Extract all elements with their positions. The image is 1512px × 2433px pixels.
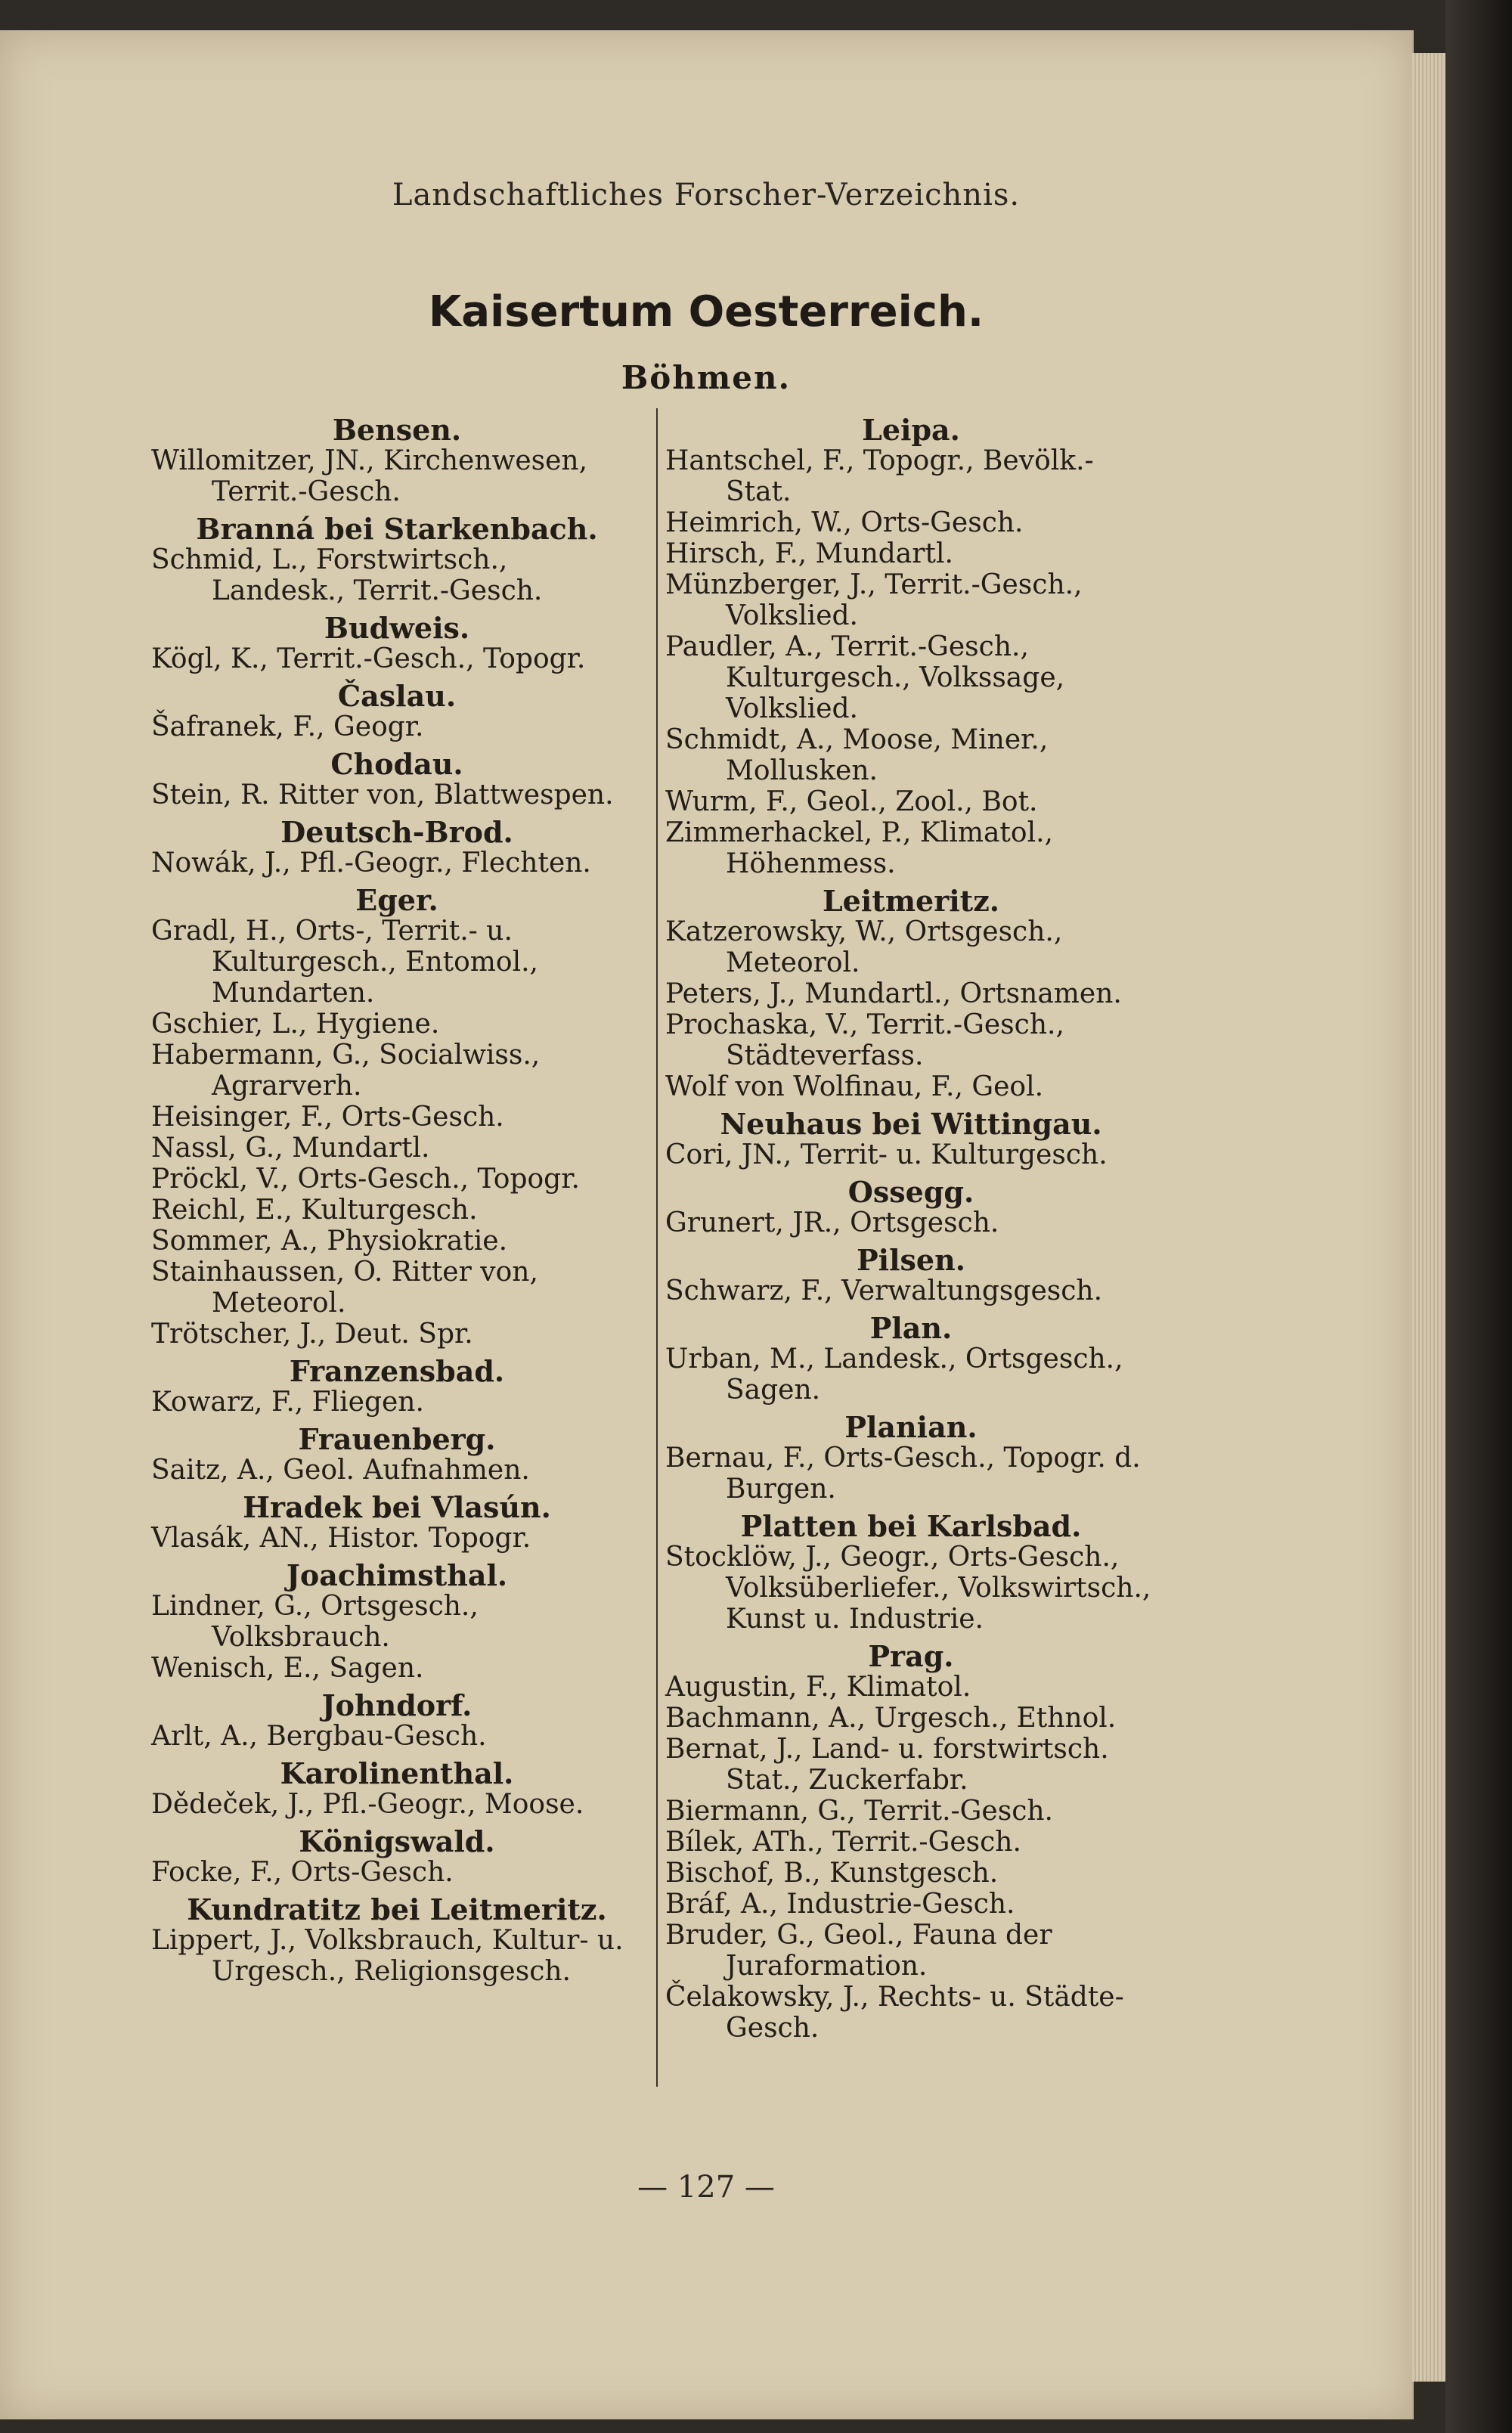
place-heading: Hradek bei Vlasún.	[243, 1490, 551, 1524]
place-heading: Prag.	[868, 1639, 954, 1673]
place-heading: Kundratitz bei Leitmeritz.	[187, 1892, 607, 1926]
place-heading: Bensen.	[332, 413, 462, 447]
place-heading: Leitmeritz.	[822, 884, 1000, 918]
researcher-entry: Habermann, G., Socialwiss., Agrarverh.	[151, 1040, 541, 1102]
place-heading: Königswald.	[299, 1824, 495, 1858]
researcher-entry: Kögl, K., Territ.-Gesch., Topogr.	[151, 643, 586, 674]
researcher-entry: Wolf von Wolfinau, F., Geol.	[665, 1071, 1044, 1102]
researcher-entry: Münzberger, J., Territ.-Gesch., Volkslied.	[665, 569, 1083, 631]
researcher-entry: Gradl, H., Orts-, Territ.- u. Kulturgesch., Entomol., Mundarten.	[151, 916, 538, 1009]
place-heading: Deutsch-Brod.	[280, 815, 513, 849]
place-heading: Eger.	[355, 883, 438, 917]
researcher-entry: Wenisch, E., Sagen.	[151, 1653, 424, 1684]
researcher-entry: Schmidt, A., Moose, Miner., Mollusken.	[665, 724, 1049, 786]
researcher-entry: Kowarz, F., Fliegen.	[151, 1387, 424, 1418]
place-heading: Leipa.	[862, 413, 960, 447]
researcher-entry: Nassl, G., Mundartl.	[151, 1133, 430, 1164]
researcher-entry: Schmid, L., Forstwirtsch., Landesk., Territ.-Gesch.	[151, 544, 543, 606]
researcher-entry: Bráf, A., Industrie-Gesch.	[665, 1889, 1015, 1920]
section-title: Böhmen.	[621, 359, 792, 396]
researcher-entry: Schwarz, F., Verwaltungsgesch.	[665, 1275, 1103, 1306]
researcher-entry: Trötscher, J., Deut. Spr.	[151, 1319, 473, 1350]
researcher-entry: Peters, J., Mundartl., Ortsnamen.	[665, 978, 1122, 1009]
page-number: — 127 —	[637, 2170, 775, 2205]
researcher-entry: Bílek, ATh., Territ.-Gesch.	[665, 1827, 1021, 1858]
place-heading: Pilsen.	[857, 1243, 965, 1277]
researcher-entry: Biermann, G., Territ.-Gesch.	[665, 1796, 1053, 1827]
researcher-entry: Stein, R. Ritter von, Blattwespen.	[151, 779, 614, 810]
researcher-entry: Grunert, JR., Ortsgesch.	[665, 1207, 999, 1238]
book-cover	[1445, 0, 1512, 2433]
researcher-entry: Wurm, F., Geol., Zool., Bot.	[665, 786, 1038, 817]
place-heading: Karolinenthal.	[280, 1756, 514, 1790]
researcher-entry: Hantschel, F., Topogr., Bevölk.-Stat.	[665, 445, 1094, 507]
place-heading: Frauenberg.	[298, 1422, 496, 1456]
place-heading: Chodau.	[330, 747, 463, 781]
place-heading: Plan.	[869, 1311, 953, 1345]
researcher-entry: Stainhaussen, O. Ritter von, Meteorol.	[151, 1257, 538, 1319]
place-heading: Joachimsthal.	[286, 1558, 508, 1592]
researcher-entry: Šafranek, F., Geogr.	[151, 711, 424, 742]
place-heading: Franzensbad.	[289, 1354, 505, 1388]
researcher-entry: Reichl, E., Kulturgesch.	[151, 1195, 478, 1226]
page-title: Kaisertum Oesterreich.	[428, 287, 984, 336]
researcher-entry: Focke, F., Orts-Gesch.	[151, 1857, 454, 1888]
place-heading: Neuhaus bei Wittingau.	[720, 1107, 1102, 1141]
researcher-entry: Prochaska, V., Territ.-Gesch., Städteverfass.	[665, 1009, 1064, 1071]
researcher-entry: Bruder, G., Geol., Fauna der Juraformation.	[665, 1920, 1052, 1982]
place-heading: Časlau.	[337, 679, 457, 713]
researcher-entry: Cori, JN., Territ- u. Kulturgesch.	[665, 1139, 1108, 1170]
right-column	[665, 408, 1157, 2044]
researcher-entry: Dědeček, J., Pfl.-Geogr., Moose.	[151, 1789, 584, 1820]
researcher-entry: Gschier, L., Hygiene.	[151, 1009, 440, 1040]
page-edges	[1412, 53, 1445, 2382]
researcher-entry: Heimrich, W., Orts-Gesch.	[665, 507, 1024, 538]
left-column	[151, 408, 643, 1987]
researcher-entry: Arlt, A., Bergbau-Gesch.	[151, 1721, 487, 1752]
researcher-entry: Čelakowsky, J., Rechts- u. Städte-Gesch.	[665, 1982, 1124, 2044]
place-heading: Planian.	[844, 1410, 978, 1444]
researcher-entry: Heisinger, F., Orts-Gesch.	[151, 1102, 504, 1133]
researcher-entry: Augustin, F., Klimatol.	[665, 1672, 971, 1703]
researcher-entry: Bernau, F., Orts-Gesch., Topogr. d. Burgen.	[665, 1443, 1141, 1505]
researcher-entry: Hirsch, F., Mundartl.	[665, 538, 953, 569]
researcher-entry: Lindner, G., Ortsgesch., Volksbrauch.	[151, 1591, 479, 1653]
researcher-entry: Sommer, A., Physiokratie.	[151, 1226, 508, 1257]
researcher-entry: Willomitzer, JN., Kirchenwesen, Territ.-Gesch.	[151, 445, 588, 507]
researcher-entry: Saitz, A., Geol. Aufnahmen.	[151, 1455, 530, 1486]
column-divider	[656, 408, 658, 2087]
researcher-entry: Vlasák, AN., Histor. Topogr.	[151, 1523, 531, 1554]
researcher-entry: Zimmerhackel, P., Klimatol., Höhenmess.	[665, 817, 1053, 879]
researcher-entry: Pröckl, V., Orts-Gesch., Topogr.	[151, 1164, 580, 1195]
researcher-entry: Urban, M., Landesk., Ortsgesch., Sagen.	[665, 1344, 1123, 1406]
researcher-entry: Bischof, B., Kunstgesch.	[665, 1858, 999, 1889]
researcher-entry: Bernat, J., Land- u. forstwirtsch. Stat., Zuckerfabr.	[665, 1734, 1109, 1796]
place-heading: Branná bei Starkenbach.	[196, 512, 598, 546]
researcher-entry: Stocklöw, J., Geogr., Orts-Gesch., Volksüberliefer., Volkswirtsch., Kunst u. Industrie.	[665, 1542, 1151, 1635]
researcher-entry: Nowák, J., Pfl.-Geogr., Flechten.	[151, 848, 591, 879]
researcher-entry: Katzerowsky, W., Ortsgesch., Meteorol.	[665, 916, 1063, 978]
running-head: Landschaftliches Forscher-Verzeichnis.	[392, 178, 1021, 212]
researcher-entry: Lippert, J., Volksbrauch, Kultur- u. Urgesch., Religionsgesch.	[151, 1925, 624, 1987]
place-heading: Ossegg.	[847, 1175, 974, 1209]
place-heading: Budweis.	[324, 611, 470, 645]
researcher-entry: Bachmann, A., Urgesch., Ethnol.	[665, 1703, 1117, 1734]
researcher-entry: Paudler, A., Territ.-Gesch., Kulturgesch., Volkssage, Volkslied.	[665, 631, 1065, 724]
place-heading: Johndorf.	[321, 1688, 472, 1722]
place-heading: Platten bei Karlsbad.	[740, 1509, 1082, 1543]
